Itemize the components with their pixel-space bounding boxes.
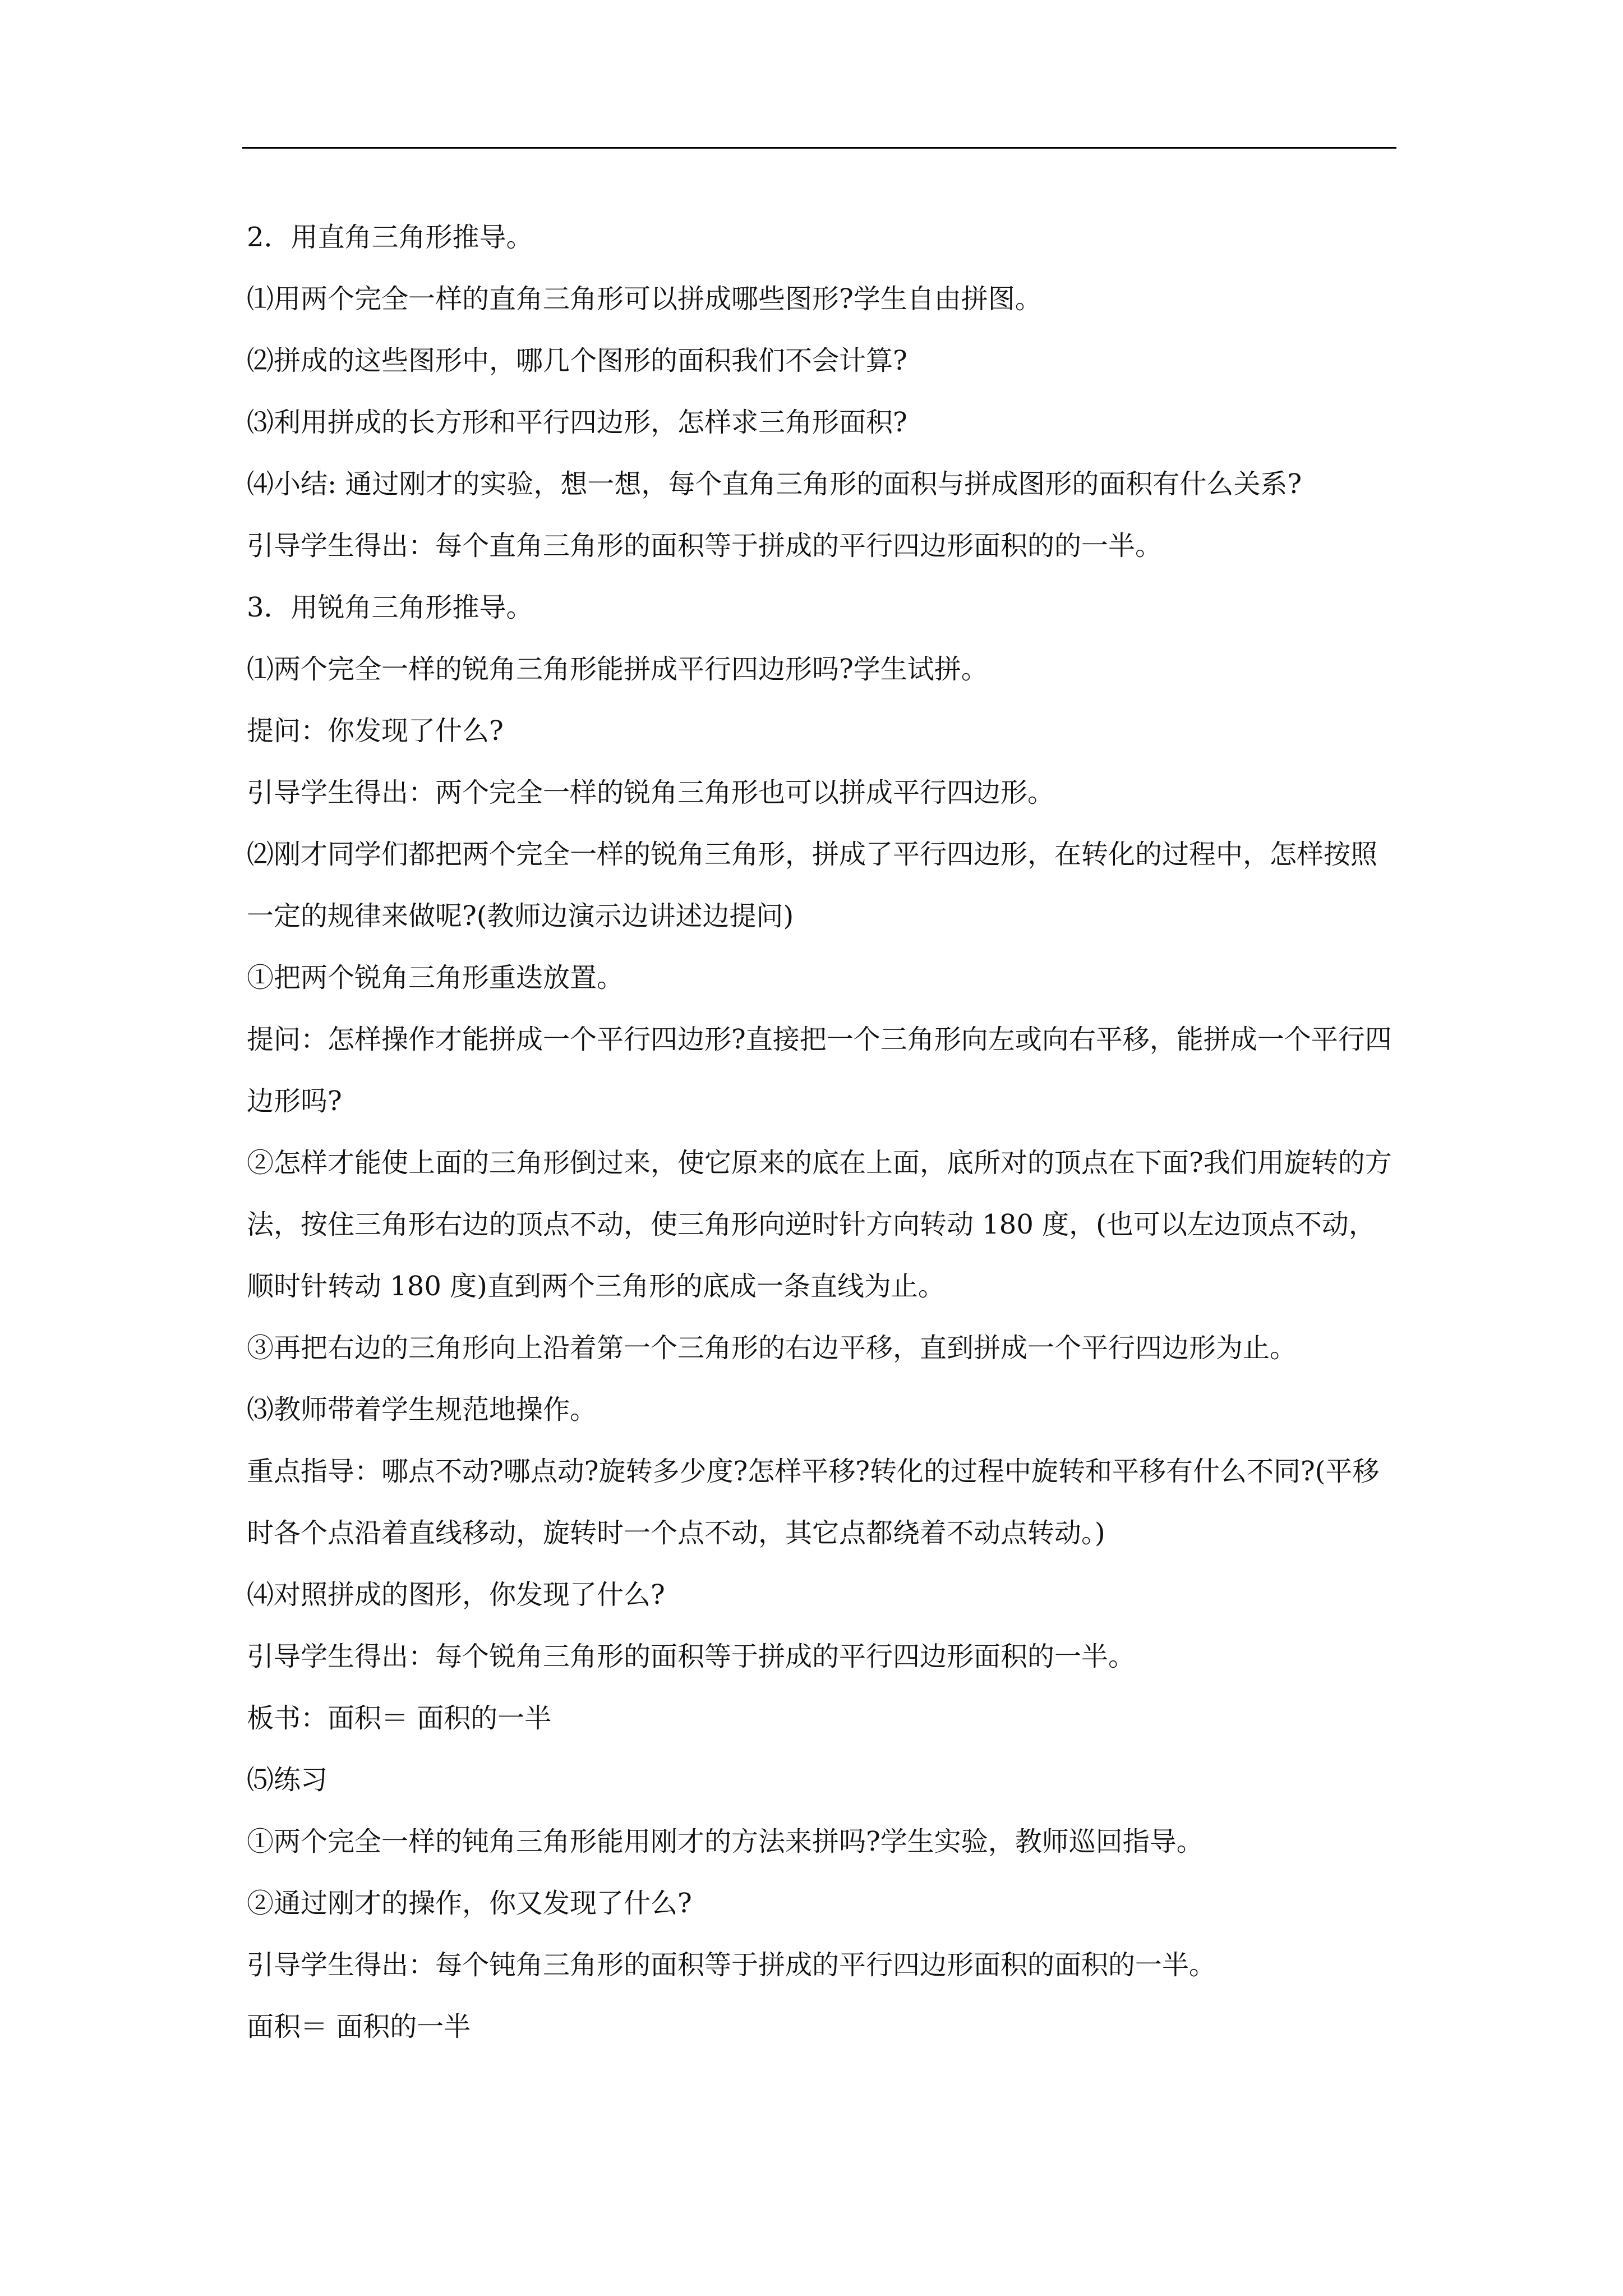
paragraph: ⑷对照拼成的图形，你发现了什么? <box>247 1579 665 1611</box>
paragraph: 引导学生得出：每个直角三角形的面积等于拼成的平行四边形面积的的一半。 <box>247 530 1163 562</box>
paragraph: 引导学生得出：每个钝角三角形的面积等于拼成的平行四边形面积的面积的一半。 <box>247 1949 1216 1981</box>
paragraph: 2．用直角三角形推导。 <box>247 222 533 253</box>
document-body <box>247 206 1396 2058</box>
paragraph: ⑷小结: 通过刚才的实验，想一想，每个直角三角形的面积与拼成图形的面积有什么关系? <box>247 468 1302 500</box>
paragraph: 提问：怎样操作才能拼成一个平行四边形?直接把一个三角形向左或向右平移，能拼成一个平行四边形吗? <box>247 1024 1392 1117</box>
paragraph: ⑴用两个完全一样的直角三角形可以拼成哪些图形?学生自由拼图。 <box>247 283 1042 315</box>
paragraph: 重点指导：哪点不动?哪点动?旋转多少度?怎样平移?转化的过程中旋转和平移有什么不同?(平移时各个点沿着直线移动，旋转时一个点不动，其它点都绕着不动点转动。) <box>247 1456 1380 1549</box>
paragraph: ⑵刚才同学们都把两个完全一样的锐角三角形，拼成了平行四边形，在转化的过程中，怎样按照一定的规律来做呢?(教师边演示边讲述边提问) <box>247 839 1378 932</box>
header-rule <box>242 147 1396 149</box>
paragraph: 面积＝ 面积的一半 <box>247 2011 471 2042</box>
paragraph: 提问：你发现了什么? <box>247 715 504 747</box>
paragraph: ①把两个锐角三角形重迭放置。 <box>247 962 624 993</box>
paragraph: ①两个完全一样的钝角三角形能用刚才的方法来拼吗?学生实验，教师巡回指导。 <box>247 1826 1204 1857</box>
paragraph: 引导学生得出：两个完全一样的锐角三角形也可以拼成平行四边形。 <box>247 777 1055 808</box>
paragraph: ⑶利用拼成的长方形和平行四边形，怎样求三角形面积? <box>247 407 907 438</box>
paragraph: 板书：面积＝ 面积的一半 <box>247 1703 552 1734</box>
paragraph: ⑶教师带着学生规范地操作。 <box>247 1394 597 1425</box>
paragraph: ⑵拼成的这些图形中，哪几个图形的面积我们不会计算? <box>247 345 907 376</box>
paragraph: 引导学生得出：每个锐角三角形的面积等于拼成的平行四边形面积的一半。 <box>247 1641 1136 1672</box>
paragraph: ②通过刚才的操作，你又发现了什么? <box>247 1888 692 1919</box>
paragraph: ⑴两个完全一样的锐角三角形能拼成平行四边形吗?学生试拼。 <box>247 654 988 685</box>
paragraph: ⑸练习 <box>247 1764 328 1796</box>
paragraph: 3．用锐角三角形推导。 <box>247 592 533 623</box>
paragraph: ②怎样才能使上面的三角形倒过来，使它原来的底在上面，底所对的顶点在下面?我们用旋转的方法，按住三角形右边的顶点不动，使三角形向逆时针方向转动 180 度，(也可以左边顶点不动，顺时针转动 180 度)直到两个三角形的底成一条直线为止。 <box>247 1147 1392 1302</box>
paragraph: ③再把右边的三角形向上沿着第一个三角形的右边平移，直到拼成一个平行四边形为止。 <box>247 1332 1297 1364</box>
